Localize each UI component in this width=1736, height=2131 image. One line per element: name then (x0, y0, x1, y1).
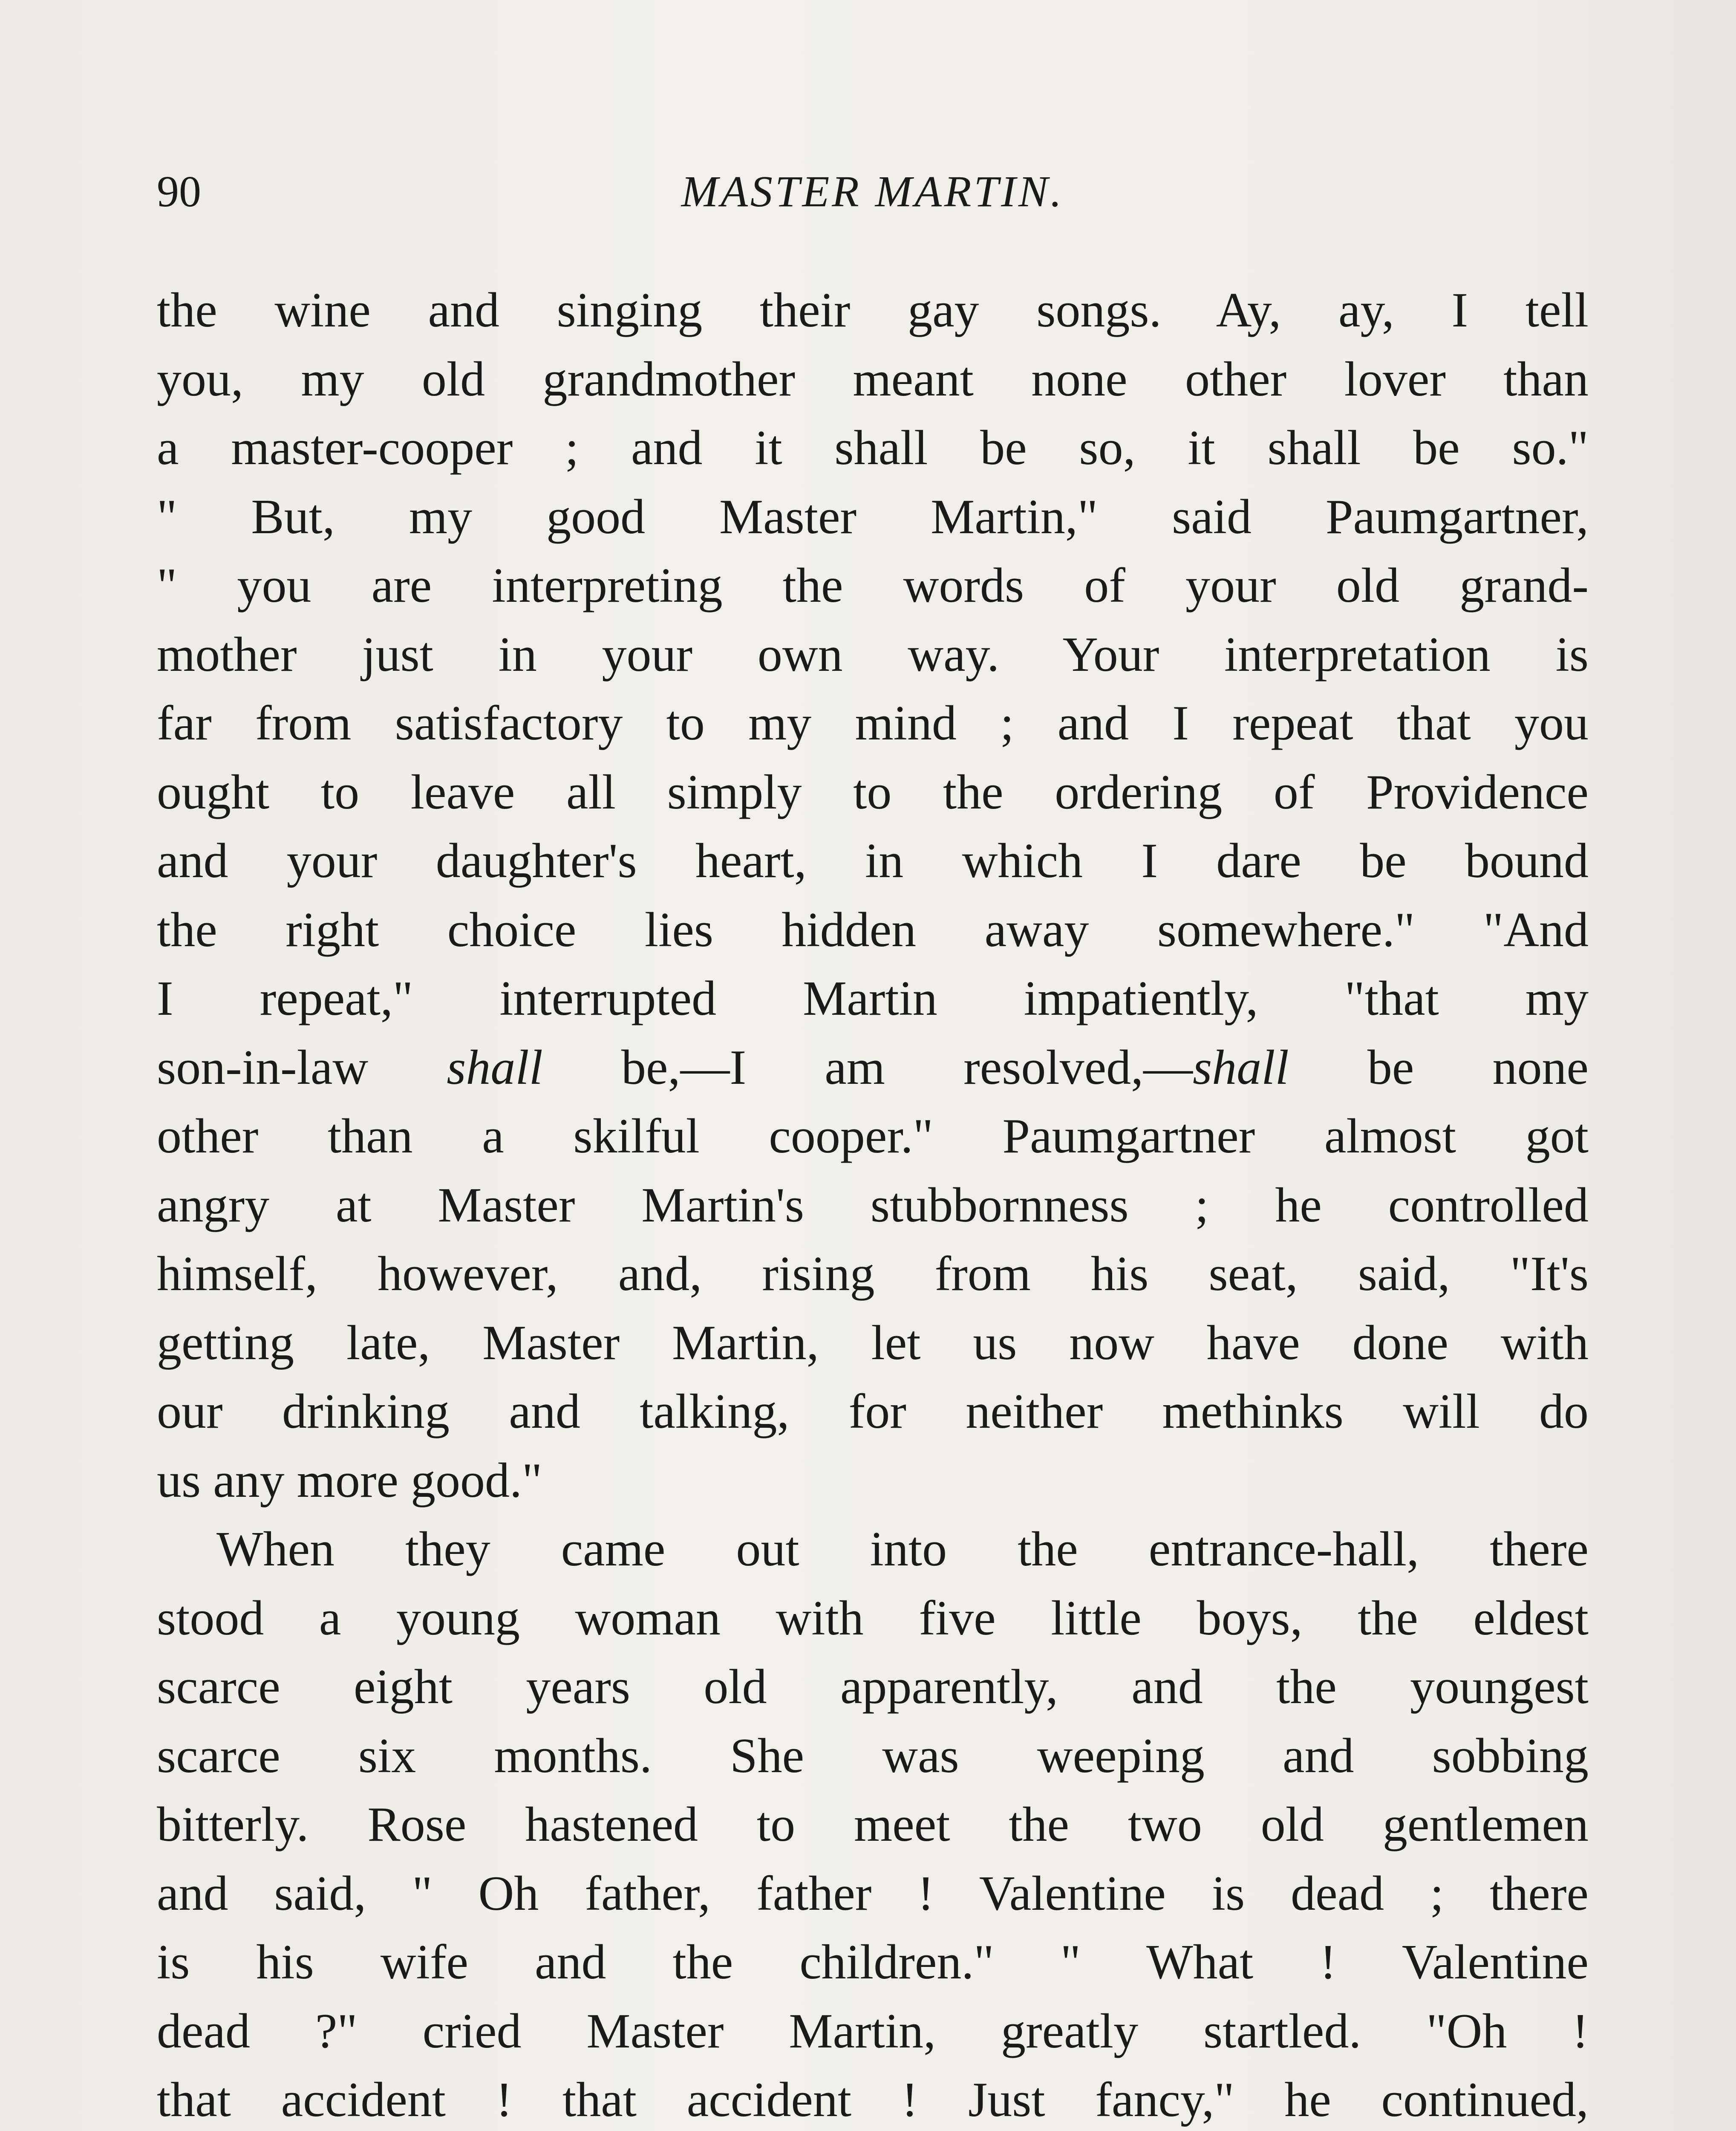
text-line: stood a young woman with five little boys, the eldest (157, 1591, 1589, 1646)
running-head: MASTER MARTIN. (681, 167, 1064, 216)
text-line: mother just in your own way. Your interpretation is (157, 627, 1589, 682)
paragraph-first-line: When they came out into the entrance-hall, there (216, 1522, 1589, 1577)
text-line-with-italics (157, 1034, 1589, 1103)
text-line: angry at Master Martin's stubbornness ; he controlled (157, 1178, 1589, 1233)
italic-word: shall (1193, 1040, 1289, 1095)
text-line: " you are interpreting the words of your old grand- (157, 558, 1589, 613)
page-header (157, 162, 1589, 222)
text-line: scarce eight years old apparently, and the youngest (157, 1660, 1589, 1714)
text-line: a master-cooper ; and it shall be so, it shall be so." (157, 421, 1589, 475)
text-line: the right choice lies hidden away somewhere." "And (157, 902, 1589, 957)
text-line: you, my old grandmother meant none other lover than (157, 352, 1589, 407)
text-line: himself, however, and, rising from his seat, said, "It's (157, 1247, 1589, 1301)
text-line: I repeat," interrupted Martin impatiently, "that my (157, 971, 1589, 1026)
text-line: " But, my good Master Martin," said Paumgartner, (157, 489, 1589, 544)
text-line: the wine and singing their gay songs. Ay, ay, I tell (157, 283, 1589, 338)
italic-word: shall (447, 1040, 543, 1095)
text-line: dead ?" cried Master Martin, greatly startled. "Oh ! (157, 2004, 1589, 2059)
text-line: other than a skilful cooper." Paumgartner almost got (157, 1109, 1589, 1164)
text-fragment: be none (1289, 1040, 1589, 1095)
text-fragment: be,—I am resolved,— (542, 1040, 1193, 1095)
text-line: and said, " Oh father, father ! Valentine is dead ; there (157, 1866, 1589, 1921)
text-line: ought to leave all simply to the ordering of Providence (157, 765, 1589, 820)
text-line: and your daughter's heart, in which I dare be bound (157, 834, 1589, 888)
text-line: is his wife and the children." " What ! Valentine (157, 1935, 1589, 1990)
text-fragment: son-in-law (157, 1040, 447, 1095)
text-line: that accident ! that accident ! Just fancy," he continued, (157, 2073, 1589, 2127)
text-line: scarce six months. She was weeping and sobbing (157, 1728, 1589, 1783)
body-text (157, 276, 1589, 2131)
text-line: far from satisfactory to my mind ; and I repeat that you (157, 696, 1589, 751)
text-line: getting late, Master Martin, let us now have done with (157, 1315, 1589, 1370)
text-line: bitterly. Rose hastened to meet the two old gentlemen (157, 1797, 1589, 1852)
page-number: 90 (157, 167, 201, 216)
text-line: our drinking and talking, for neither methinks will do (157, 1384, 1589, 1439)
text-line: us any more good." (157, 1453, 542, 1508)
